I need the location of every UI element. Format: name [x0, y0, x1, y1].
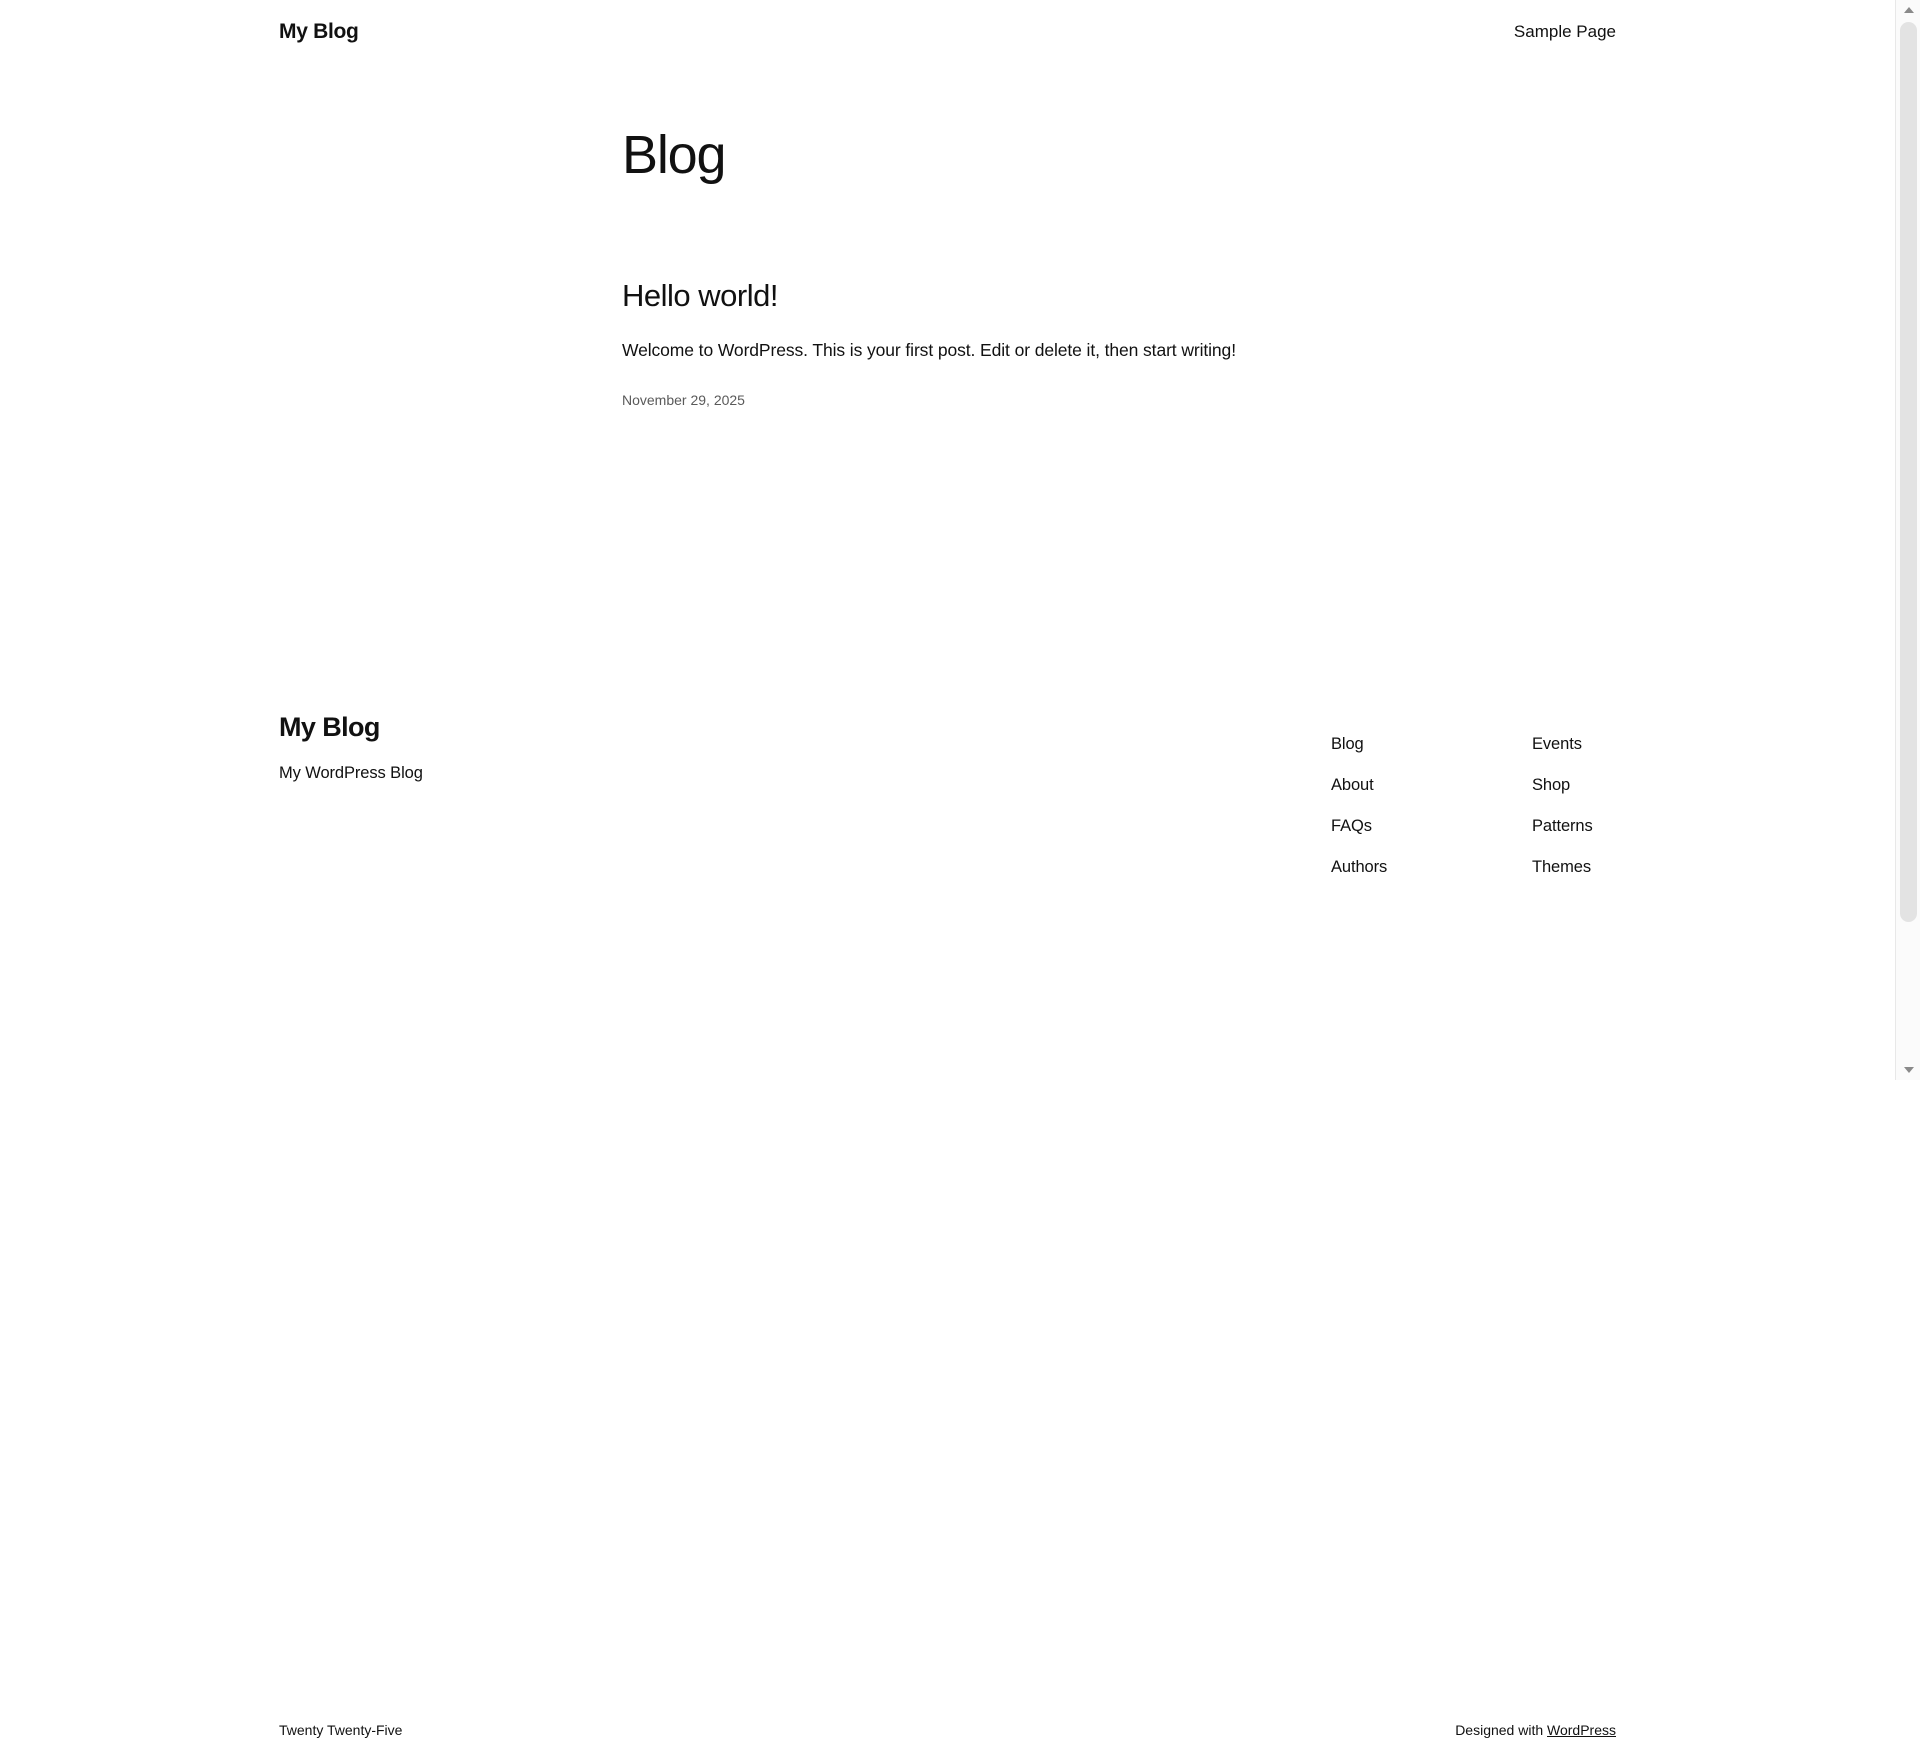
chevron-down-icon [1904, 1067, 1914, 1073]
post-excerpt: Welcome to WordPress. This is your first post. Edit or delete it, then start writing! [622, 340, 1236, 360]
scroll-down-arrow-icon[interactable] [1896, 1060, 1921, 1080]
post-item [622, 276, 1322, 410]
footer-brand [279, 712, 423, 785]
scroll-up-arrow-icon[interactable] [1896, 0, 1921, 20]
footer-navigation [1331, 734, 1733, 877]
footer-link-about[interactable]: About [1331, 776, 1374, 794]
footer-column-2 [1532, 734, 1733, 877]
footer-link-authors[interactable]: Authors [1331, 858, 1388, 876]
footer-link-faqs[interactable]: FAQs [1331, 817, 1372, 835]
footer-site-title-link[interactable]: My Blog [279, 712, 380, 742]
post-date: November 29, 2025 [622, 392, 745, 408]
footer-credit [1455, 1720, 1616, 1740]
vertical-scrollbar[interactable] [1895, 0, 1920, 1080]
footer-link-patterns[interactable]: Patterns [1532, 817, 1593, 835]
footer-credit-prefix: Designed with [1455, 1722, 1548, 1738]
footer-bottom-bar [0, 1720, 1895, 1750]
footer-link-shop[interactable]: Shop [1532, 776, 1571, 794]
primary-navigation [1514, 22, 1616, 42]
footer-link-events[interactable]: Events [1532, 735, 1582, 753]
footer-tagline: My WordPress Blog [279, 764, 423, 782]
site-header [0, 0, 1895, 70]
footer-link-themes[interactable]: Themes [1532, 858, 1592, 876]
footer-link-blog[interactable]: Blog [1331, 735, 1364, 753]
footer-column-1 [1331, 734, 1532, 877]
footer-credit-link[interactable]: WordPress [1547, 1722, 1616, 1738]
footer-theme-name: Twenty Twenty-Five [279, 1722, 403, 1738]
chevron-up-icon [1904, 7, 1914, 13]
page-title: Blog [622, 125, 726, 185]
scrollbar-thumb[interactable] [1900, 22, 1917, 922]
nav-item-sample-page[interactable]: Sample Page [1513, 22, 1616, 41]
post-title-link[interactable]: Hello world! [622, 278, 778, 313]
site-title-link[interactable]: My Blog [279, 20, 359, 43]
